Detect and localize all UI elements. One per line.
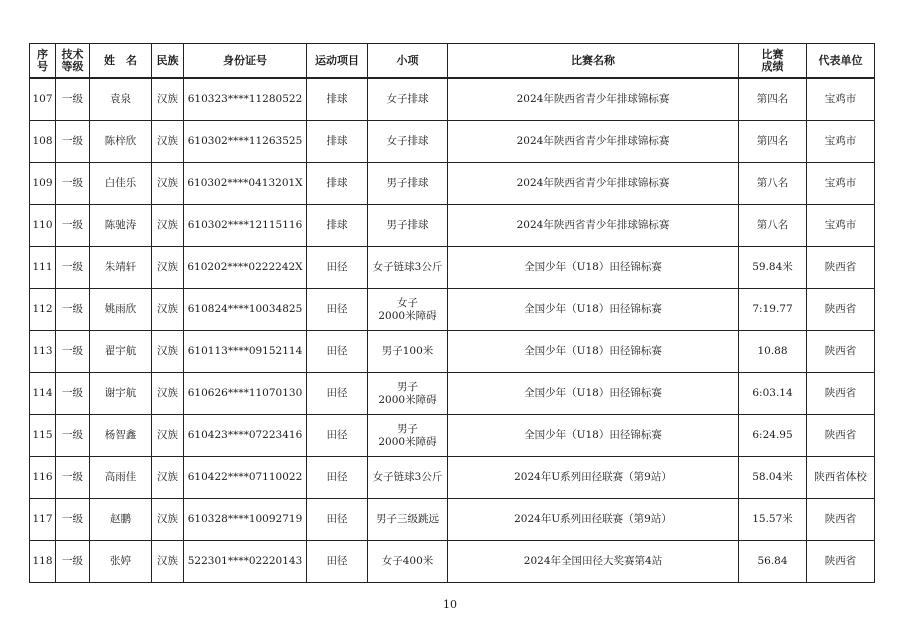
header-event [368, 44, 448, 79]
cell-event-line: 女子 [397, 296, 418, 309]
cell-name: 姚雨欣 [90, 289, 152, 331]
cell-event-line: 女子400米 [381, 555, 434, 567]
cell-name: 高雨佳 [90, 457, 152, 499]
cell-seq: 108 [30, 121, 56, 163]
header-seq-text: 序 [37, 47, 48, 61]
cell-ethnicity: 汉族 [152, 205, 184, 247]
cell-grade: 一级 [56, 78, 90, 121]
header-seq-text: 号 [37, 59, 48, 73]
cell-unit: 宝鸡市 [807, 163, 875, 205]
cell-seq: 117 [30, 499, 56, 541]
table-row [30, 78, 875, 121]
cell-unit: 陕西省 [807, 289, 875, 331]
header-unit-text: 代表单位 [818, 53, 863, 67]
cell-ethnicity: 汉族 [152, 289, 184, 331]
cell-ethnicity: 汉族 [152, 163, 184, 205]
cell-result: 6:24.95 [739, 415, 807, 457]
cell-competition: 2024年U系列田径联赛（第9站） [448, 499, 739, 541]
cell-sport: 田径 [307, 289, 368, 331]
cell-seq: 112 [30, 289, 56, 331]
cell-seq: 116 [30, 457, 56, 499]
cell-name: 朱靖轩 [90, 247, 152, 289]
cell-unit: 陕西省 [807, 499, 875, 541]
table-row [30, 163, 875, 205]
cell-event-line: 女子排球 [386, 135, 429, 147]
cell-id-number: 610302****12115116 [184, 205, 307, 247]
cell-sport: 排球 [307, 205, 368, 247]
header-sport-text: 运动项目 [315, 53, 359, 67]
header-sport [307, 44, 368, 79]
header-grade [56, 44, 90, 79]
cell-id-number: 610328****10092719 [184, 499, 307, 541]
table-row [30, 121, 875, 163]
cell-seq: 115 [30, 415, 56, 457]
header-id_number-text: 身份证号 [223, 53, 267, 67]
cell-name: 谢宇航 [90, 373, 152, 415]
cell-id-number: 610302****0413201X [184, 163, 307, 205]
cell-name: 张婷 [90, 541, 152, 583]
cell-ethnicity: 汉族 [152, 373, 184, 415]
cell-event [368, 373, 448, 415]
table-body [30, 78, 875, 583]
cell-unit: 宝鸡市 [807, 121, 875, 163]
cell-sport: 排球 [307, 78, 368, 121]
header-seq [30, 44, 56, 79]
cell-event [368, 205, 448, 247]
cell-competition: 2024年陕西省青少年排球锦标赛 [448, 121, 739, 163]
cell-unit: 宝鸡市 [807, 78, 875, 121]
cell-ethnicity: 汉族 [152, 121, 184, 163]
cell-unit: 陕西省 [807, 415, 875, 457]
cell-sport: 田径 [307, 457, 368, 499]
header-result [739, 44, 807, 79]
cell-grade: 一级 [56, 121, 90, 163]
cell-name: 赵鹏 [90, 499, 152, 541]
table-row [30, 331, 875, 373]
cell-result: 10.88 [739, 331, 807, 373]
cell-competition: 2024年陕西省青少年排球锦标赛 [448, 205, 739, 247]
header-grade-text: 等级 [61, 59, 84, 73]
cell-grade: 一级 [56, 457, 90, 499]
cell-name: 陈驰涛 [90, 205, 152, 247]
cell-event [368, 415, 448, 457]
cell-result: 第四名 [739, 78, 807, 121]
cell-event-line: 男子 [397, 380, 418, 393]
cell-sport: 田径 [307, 499, 368, 541]
header-result-text: 比赛 [761, 47, 784, 61]
cell-ethnicity: 汉族 [152, 541, 184, 583]
athlete-roster-table [29, 43, 875, 583]
header-event-text: 小项 [396, 53, 419, 67]
cell-result: 15.57米 [739, 499, 807, 541]
table-row [30, 247, 875, 289]
cell-seq: 118 [30, 541, 56, 583]
header-name-text: 姓 名 [104, 53, 137, 67]
cell-unit: 陕西省体校 [807, 457, 875, 499]
header-ethnicity [152, 44, 184, 79]
cell-event [368, 247, 448, 289]
cell-id-number: 610202****0222242X [184, 247, 307, 289]
cell-ethnicity: 汉族 [152, 247, 184, 289]
cell-competition: 2024年陕西省青少年排球锦标赛 [448, 78, 739, 121]
cell-seq: 109 [30, 163, 56, 205]
cell-seq: 111 [30, 247, 56, 289]
cell-unit: 陕西省 [807, 541, 875, 583]
cell-competition: 2024年陕西省青少年排球锦标赛 [448, 163, 739, 205]
cell-seq: 114 [30, 373, 56, 415]
header-id_number [184, 44, 307, 79]
header-ethnicity-text: 民族 [156, 53, 179, 67]
header-row [30, 44, 875, 79]
cell-competition: 全国少年（U18）田径锦标赛 [448, 331, 739, 373]
cell-name: 陈梓欣 [90, 121, 152, 163]
header-unit [807, 44, 875, 79]
cell-name: 杨智鑫 [90, 415, 152, 457]
cell-ethnicity: 汉族 [152, 331, 184, 373]
cell-grade: 一级 [56, 499, 90, 541]
header-competition [448, 44, 739, 79]
cell-event-line: 2000米障碍 [378, 435, 437, 448]
cell-grade: 一级 [56, 163, 90, 205]
table-row [30, 499, 875, 541]
cell-unit: 陕西省 [807, 247, 875, 289]
cell-id-number: 610302****11263525 [184, 121, 307, 163]
cell-id-number: 610422****07110022 [184, 457, 307, 499]
cell-event [368, 121, 448, 163]
cell-result: 58.04米 [739, 457, 807, 499]
cell-result: 第八名 [739, 163, 807, 205]
cell-competition: 2024年U系列田径联赛（第9站） [448, 457, 739, 499]
cell-event-line: 男子 [397, 422, 418, 435]
cell-competition: 全国少年（U18）田径锦标赛 [448, 415, 739, 457]
cell-result: 6:03.14 [739, 373, 807, 415]
cell-ethnicity: 汉族 [152, 457, 184, 499]
cell-result: 第八名 [739, 205, 807, 247]
cell-sport: 排球 [307, 163, 368, 205]
cell-id-number: 610626****11070130 [184, 373, 307, 415]
cell-competition: 全国少年（U18）田径锦标赛 [448, 373, 739, 415]
cell-grade: 一级 [56, 247, 90, 289]
cell-event-line: 男子排球 [386, 177, 429, 189]
table-row [30, 289, 875, 331]
cell-seq: 110 [30, 205, 56, 247]
cell-sport: 排球 [307, 121, 368, 163]
cell-result: 56.84 [739, 541, 807, 583]
cell-result: 7:19.77 [739, 289, 807, 331]
cell-sport: 田径 [307, 541, 368, 583]
cell-event-line: 女子链球3公斤 [372, 471, 443, 483]
header-competition-text: 比赛名称 [571, 53, 615, 67]
table-row [30, 541, 875, 583]
cell-competition: 全国少年（U18）田径锦标赛 [448, 289, 739, 331]
header-name [90, 44, 152, 79]
table-row [30, 457, 875, 499]
cell-unit: 陕西省 [807, 373, 875, 415]
cell-seq: 113 [30, 331, 56, 373]
cell-event-line: 男子排球 [386, 219, 429, 231]
cell-event [368, 289, 448, 331]
cell-unit: 宝鸡市 [807, 205, 875, 247]
cell-event [368, 78, 448, 121]
cell-id-number: 522301****02220143 [184, 541, 307, 583]
cell-competition: 2024年全国田径大奖赛第4站 [448, 541, 739, 583]
cell-grade: 一级 [56, 541, 90, 583]
cell-event-line: 男子100米 [381, 345, 434, 357]
cell-sport: 田径 [307, 247, 368, 289]
cell-ethnicity: 汉族 [152, 78, 184, 121]
cell-grade: 一级 [56, 289, 90, 331]
cell-grade: 一级 [56, 415, 90, 457]
cell-result: 59.84米 [739, 247, 807, 289]
cell-event [368, 163, 448, 205]
cell-ethnicity: 汉族 [152, 415, 184, 457]
table-row [30, 373, 875, 415]
cell-ethnicity: 汉族 [152, 499, 184, 541]
cell-sport: 田径 [307, 415, 368, 457]
cell-id-number: 610323****11280522 [184, 78, 307, 121]
cell-result: 第四名 [739, 121, 807, 163]
table-row [30, 205, 875, 247]
cell-id-number: 610824****10034825 [184, 289, 307, 331]
cell-event [368, 331, 448, 373]
cell-name: 翟宇航 [90, 331, 152, 373]
cell-competition: 全国少年（U18）田径锦标赛 [448, 247, 739, 289]
header-result-text: 成绩 [761, 59, 784, 73]
cell-event-line: 2000米障碍 [378, 309, 437, 322]
cell-grade: 一级 [56, 373, 90, 415]
cell-unit: 陕西省 [807, 331, 875, 373]
cell-event [368, 541, 448, 583]
cell-event [368, 457, 448, 499]
page-number: 10 [443, 598, 457, 611]
cell-name: 白佳乐 [90, 163, 152, 205]
cell-id-number: 610423****07223416 [184, 415, 307, 457]
cell-event [368, 499, 448, 541]
cell-event-line: 2000米障碍 [378, 393, 437, 406]
cell-seq: 107 [30, 78, 56, 121]
cell-event-line: 女子链球3公斤 [372, 261, 443, 273]
cell-grade: 一级 [56, 205, 90, 247]
header-grade-text: 技术 [61, 47, 84, 61]
cell-name: 袁泉 [90, 78, 152, 121]
table-row [30, 415, 875, 457]
cell-event-line: 男子三级跳远 [376, 513, 439, 525]
cell-id-number: 610113****09152114 [184, 331, 307, 373]
cell-sport: 田径 [307, 373, 368, 415]
cell-sport: 田径 [307, 331, 368, 373]
cell-event-line: 女子排球 [386, 93, 429, 105]
cell-grade: 一级 [56, 331, 90, 373]
